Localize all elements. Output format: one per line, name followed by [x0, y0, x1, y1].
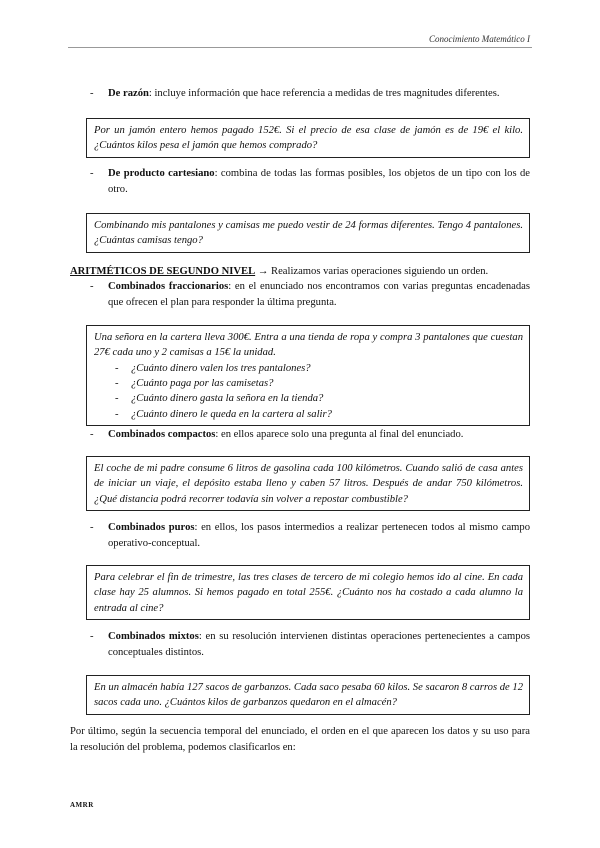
section-heading — [70, 264, 530, 280]
item-term: De razón — [108, 88, 149, 99]
example-box-razon: Por un jamón entero hemos pagado 152€. Si el precio de esa clase de jamón es de 19€ el kilo. ¿Cuántos kilos pesa el jamón que hemos comprado? — [86, 118, 530, 158]
section-title: ARITMÉTICOS DE SEGUNDO NIVEL — [70, 266, 256, 277]
arrow-symbol: → — [257, 266, 269, 277]
item-term: De producto cartesiano — [108, 168, 215, 179]
item-term: Combinados puros — [108, 522, 195, 533]
header-divider — [68, 47, 532, 48]
item-description: : en ellos, los pasos intermedios a realizar pertenecen todos al mismo campo operativo-conceptual. — [108, 522, 530, 549]
item-description: : incluye información que hace referencia a medidas de tres magnitudes diferentes. — [148, 88, 500, 99]
list-item: - ¿Cuánto dinero le queda en la cartera al salir? — [115, 407, 523, 422]
section-description: Realizamos varias operaciones siguiendo un orden. — [268, 266, 489, 277]
footer-initials: AMRR — [70, 801, 94, 809]
list-item: - ¿Cuánto paga por las camisetas? — [115, 376, 523, 391]
example-box-cartesiano: Combinando mis pantalones y camisas me puedo vestir de 24 formas diferentes. Tengo 4 pantalones. ¿Cuántas camisas tengo? — [86, 213, 530, 253]
item-term: Combinados mixtos — [108, 631, 199, 642]
item-combinados-mixtos — [90, 629, 530, 661]
item-producto-cartesiano — [90, 166, 530, 198]
bullet-dash: - — [90, 429, 94, 440]
box-statement: Una señora en la cartera lleva 300€. Entra a una tienda de ropa y compra 3 pantalones que cuestan 27€ cada uno y 2 camisas a 15€ la unidad. — [94, 332, 523, 359]
example-box-puros: Para celebrar el fin de trimestre, las tres clases de tercero de mi colegio hemos ido al cine. En cada clase hay 25 alumnos. Si hemos pagado en total 255€. ¿Cuánto nos ha costado a cada alumno la entrada al cine? — [86, 565, 530, 620]
bullet-dash: - — [90, 88, 94, 99]
item-combinados-fraccionarios — [90, 279, 530, 311]
bullet-dash: - — [90, 631, 94, 642]
item-description: : combina de todas las formas posibles, los objetos de un tipo con los de otro. — [108, 168, 530, 195]
item-description: : en el enunciado nos encontramos con varias preguntas encadenadas que ofrecen el plan para responder la última pregunta. — [108, 281, 530, 308]
item-combinados-compactos — [90, 427, 530, 443]
example-box-compactos: El coche de mi padre consume 6 litros de gasolina cada 100 kilómetros. Cuando salió de casa antes de iniciar un viaje, el depósito estaba lleno y caben 57 litros. Después de andar 750 kilómetros. ¿Qué distancia podrá recorrer todavía sin volver a repostar combustible? — [86, 456, 530, 511]
item-combinados-puros — [90, 520, 530, 552]
bullet-dash: - — [90, 168, 94, 179]
item-term: Combinados compactos — [108, 429, 216, 440]
item-description: : en ellos aparece solo una pregunta al final del enunciado. — [215, 429, 464, 440]
question-list — [94, 361, 523, 422]
list-item: - ¿Cuánto dinero gasta la señora en la tienda? — [115, 391, 523, 406]
example-box-mixtos: En un almacén había 127 sacos de garbanzos. Cada saco pesaba 60 kilos. Se sacaron 8 carros de 12 sacos cada uno. ¿Cuántos kilos de garbanzos quedaron en el almacén? — [86, 675, 530, 715]
bullet-dash: - — [90, 522, 94, 533]
closing-paragraph: Por último, según la secuencia temporal del enunciado, el orden en el que aparecen los datos y su uso para la resolución del problema, podemos clasificarlos en: — [70, 726, 530, 753]
page-header: Conocimiento Matemático I — [429, 34, 530, 44]
example-box-fraccionarios — [86, 325, 530, 426]
list-item: - ¿Cuánto dinero valen los tres pantalones? — [115, 361, 523, 376]
item-description: : en su resolución intervienen distintas operaciones pertenecientes a campos conceptuales distintos. — [108, 631, 530, 658]
bullet-dash: - — [90, 281, 94, 292]
item-term: Combinados fraccionarios — [108, 281, 229, 292]
item-de-razon — [90, 86, 530, 102]
